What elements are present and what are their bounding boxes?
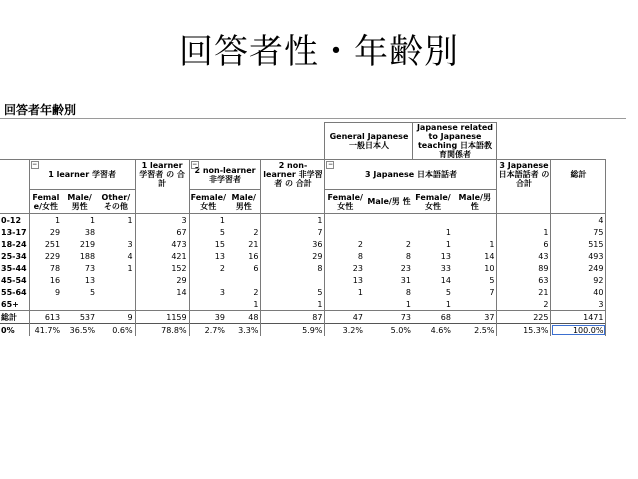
table-cell[interactable]: 4 bbox=[551, 214, 606, 227]
table-cell[interactable]: 1 bbox=[445, 239, 451, 249]
row-label: 55-64 bbox=[1, 287, 27, 297]
table-cell[interactable]: 16 bbox=[29, 274, 62, 286]
learner-total-header: 1 learner 学習者 の 合計 bbox=[135, 160, 189, 190]
table-cell[interactable]: 1 bbox=[445, 299, 451, 309]
table-cell[interactable]: 14 bbox=[440, 275, 451, 285]
table-cell[interactable] bbox=[227, 274, 261, 286]
japanese-group-header[interactable] bbox=[325, 160, 497, 190]
table-cell[interactable]: 493 bbox=[551, 250, 606, 262]
table-cell[interactable]: 87 bbox=[261, 311, 325, 324]
nonlearner-total-header: 2 non-learner 非学習者 の 合計 bbox=[261, 160, 325, 190]
table-cell[interactable]: 1 bbox=[489, 239, 495, 249]
table-cell[interactable]: 251 bbox=[29, 238, 62, 250]
table-cell[interactable]: 3 bbox=[551, 298, 606, 311]
table-cell[interactable]: 5 bbox=[489, 275, 495, 285]
age-gender-table bbox=[0, 122, 606, 336]
table-row bbox=[0, 250, 606, 262]
row-label: 0% bbox=[0, 324, 29, 337]
table-cell[interactable] bbox=[453, 214, 497, 227]
nonlearner-group-label: 2 non-learner 非学習者 bbox=[194, 165, 256, 184]
table-cell[interactable]: 1 bbox=[29, 214, 62, 227]
row-label: 13-17 bbox=[1, 227, 27, 237]
table-cell[interactable]: 3.2% bbox=[325, 324, 365, 337]
table-cell[interactable] bbox=[189, 274, 227, 286]
table-cell[interactable]: 78.8% bbox=[135, 324, 189, 337]
table-cell[interactable]: 0.6% bbox=[97, 324, 135, 337]
table-cell[interactable]: 16 bbox=[248, 251, 259, 261]
table-row bbox=[0, 298, 606, 311]
table-cell[interactable]: 73 bbox=[84, 263, 96, 273]
table-cell[interactable]: 31 bbox=[400, 275, 411, 285]
table-cell[interactable]: 219 bbox=[79, 239, 96, 249]
general-male-header: Male/男 性 bbox=[365, 190, 413, 214]
table-cell[interactable]: 4.6% bbox=[413, 324, 453, 337]
learner-female-header: Femal e/女性 bbox=[29, 190, 62, 214]
nonlearner-male-header: Male/ 男性 bbox=[227, 190, 261, 214]
table-cell[interactable]: 73 bbox=[365, 311, 413, 324]
table-cell[interactable]: 188 bbox=[79, 251, 96, 261]
table-cell[interactable] bbox=[135, 298, 189, 311]
row-label: 65+ bbox=[1, 299, 19, 309]
table-cell[interactable]: 1 bbox=[445, 227, 451, 237]
table-cell[interactable] bbox=[189, 298, 227, 311]
table-cell[interactable] bbox=[453, 298, 497, 311]
table-cell[interactable]: 5 bbox=[90, 287, 96, 297]
table-cell[interactable]: 63 bbox=[497, 274, 551, 286]
table-cell[interactable]: 37 bbox=[453, 311, 497, 324]
table-cell[interactable]: 40 bbox=[551, 286, 606, 298]
table-cell[interactable]: 5 bbox=[189, 226, 227, 238]
table-cell[interactable]: 36.5% bbox=[62, 324, 97, 337]
table-cell[interactable]: 48 bbox=[227, 311, 261, 324]
table-cell[interactable]: 3 bbox=[127, 239, 133, 249]
collapse-minus-icon[interactable]: − bbox=[192, 161, 198, 168]
table-cell[interactable] bbox=[413, 214, 453, 227]
table-cell[interactable]: 1 bbox=[261, 214, 325, 227]
table-cell[interactable]: 5.0% bbox=[365, 324, 413, 337]
teaching-female-header: Female/ 女性 bbox=[413, 190, 453, 214]
table-cell[interactable] bbox=[365, 226, 413, 238]
table-cell[interactable] bbox=[261, 274, 325, 286]
table-cell[interactable]: 39 bbox=[189, 311, 227, 324]
table-cell[interactable] bbox=[325, 214, 365, 227]
collapse-minus-icon[interactable]: − bbox=[327, 161, 333, 168]
table-cell[interactable]: 78 bbox=[29, 262, 62, 274]
general-japanese-header: General Japanese 一般日本人 bbox=[325, 123, 413, 160]
table-row bbox=[0, 311, 606, 324]
table-cell[interactable]: 229 bbox=[29, 250, 62, 262]
table-cell[interactable]: 1 bbox=[90, 215, 96, 225]
table-cell[interactable]: 13 bbox=[325, 274, 365, 286]
table-cell[interactable] bbox=[62, 298, 97, 311]
learner-male-header: Male/ 男性 bbox=[62, 190, 97, 214]
table-cell[interactable]: 1159 bbox=[135, 311, 189, 324]
slide-title: 回答者性・年齢別 bbox=[179, 32, 459, 72]
table-cell[interactable]: 537 bbox=[62, 311, 97, 324]
table-cell[interactable]: 8 bbox=[405, 251, 411, 261]
table-cell[interactable]: 36 bbox=[261, 238, 325, 250]
table-cell[interactable]: 6 bbox=[497, 238, 551, 250]
table-row bbox=[0, 226, 606, 238]
table-cell[interactable]: 421 bbox=[135, 250, 189, 262]
table-cell[interactable]: 7 bbox=[261, 226, 325, 238]
table-cell[interactable]: 92 bbox=[551, 274, 606, 286]
general-female-header: Female/ 女性 bbox=[325, 190, 365, 214]
row-label: 25-34 bbox=[1, 251, 27, 261]
table-cell[interactable] bbox=[29, 298, 62, 311]
table-cell[interactable]: 152 bbox=[135, 262, 189, 274]
row-label: 総計 bbox=[0, 311, 29, 324]
table-cell[interactable]: 1 bbox=[405, 299, 411, 309]
table-cell[interactable] bbox=[97, 226, 135, 238]
table-row bbox=[0, 286, 606, 298]
table-cell[interactable]: 100.0% bbox=[551, 324, 606, 337]
table-cell[interactable]: 33 bbox=[440, 263, 451, 273]
table-cell[interactable]: 13 bbox=[440, 251, 451, 261]
table-cell[interactable]: 249 bbox=[551, 262, 606, 274]
table-row bbox=[0, 324, 606, 337]
learner-other-header: Other/ その他 bbox=[97, 190, 135, 214]
table-cell[interactable]: 13 bbox=[189, 250, 227, 262]
table-cell[interactable]: 8 bbox=[325, 250, 365, 262]
table-cell[interactable]: 3 bbox=[135, 214, 189, 227]
table-cell[interactable]: 9 bbox=[29, 286, 62, 298]
row-label: 45-54 bbox=[1, 275, 27, 285]
table-cell[interactable]: 2 bbox=[497, 298, 551, 311]
table-cell[interactable]: 6 bbox=[253, 263, 259, 273]
table-cell[interactable] bbox=[453, 226, 497, 238]
table-cell[interactable]: 14 bbox=[484, 251, 495, 261]
table-cell[interactable] bbox=[97, 286, 135, 298]
japanese-total-header: 3 Japanese 日本語話者 の合計 bbox=[498, 161, 550, 189]
table-cell[interactable]: 1 bbox=[127, 215, 133, 225]
table-cell[interactable]: 29 bbox=[135, 274, 189, 286]
corner-cell bbox=[0, 123, 29, 160]
table-cell[interactable]: 4 bbox=[127, 251, 133, 261]
table-row bbox=[0, 214, 606, 227]
table-cell[interactable] bbox=[97, 298, 135, 311]
table-cell[interactable]: 21 bbox=[248, 239, 259, 249]
table-cell[interactable]: 1 bbox=[497, 226, 551, 238]
table-cell[interactable]: 23 bbox=[325, 262, 365, 274]
nonlearner-female-header: Female/ 女性 bbox=[189, 190, 227, 214]
table-cell[interactable]: 1471 bbox=[551, 311, 606, 324]
table-cell[interactable]: 1 bbox=[325, 286, 365, 298]
table-cell[interactable]: 75 bbox=[551, 226, 606, 238]
table-cell[interactable]: 1 bbox=[189, 214, 227, 227]
row-label: 18-24 bbox=[1, 239, 27, 249]
table-cell[interactable]: 5 bbox=[261, 286, 325, 298]
grand-total-header: 総計 bbox=[551, 160, 606, 190]
table-cell[interactable]: 47 bbox=[325, 311, 365, 324]
table-cell[interactable]: 2.5% bbox=[453, 324, 497, 337]
table-cell[interactable]: 2 bbox=[253, 227, 259, 237]
table-cell[interactable]: 38 bbox=[84, 227, 96, 237]
table-cell[interactable]: 1 bbox=[253, 299, 259, 309]
table-cell[interactable] bbox=[365, 214, 413, 227]
table-cell[interactable]: 8 bbox=[261, 262, 325, 274]
table-cell[interactable]: 613 bbox=[29, 311, 62, 324]
teaching-male-header: Male/男 性 bbox=[453, 190, 497, 214]
table-cell[interactable]: 515 bbox=[551, 238, 606, 250]
table-cell[interactable]: 3.3% bbox=[227, 324, 261, 337]
table-row bbox=[0, 262, 606, 274]
learner-group-header[interactable] bbox=[29, 160, 135, 190]
table-cell[interactable]: 10 bbox=[484, 263, 495, 273]
title-divider bbox=[0, 118, 626, 119]
table-cell[interactable] bbox=[497, 214, 551, 227]
table-cell[interactable]: 2 bbox=[253, 287, 259, 297]
table-cell[interactable] bbox=[325, 298, 365, 311]
collapse-minus-icon[interactable]: − bbox=[32, 161, 38, 168]
table-cell[interactable]: 7 bbox=[489, 287, 495, 297]
table-cell[interactable]: 89 bbox=[497, 262, 551, 274]
table-cell[interactable]: 5 bbox=[445, 287, 451, 297]
table-cell[interactable]: 9 bbox=[97, 311, 135, 324]
table-title: 回答者年齢別 bbox=[4, 103, 77, 117]
japanese-teaching-header: Japanese related to Japanese teaching 日本語教育関係者 bbox=[413, 123, 497, 160]
table-cell[interactable]: 15.3% bbox=[497, 324, 551, 337]
table-cell[interactable]: 67 bbox=[135, 226, 189, 238]
table-cell[interactable]: 68 bbox=[413, 311, 453, 324]
table-cell[interactable]: 41.7% bbox=[29, 324, 62, 337]
nonlearner-group-header[interactable] bbox=[189, 160, 261, 190]
table-cell[interactable]: 43 bbox=[497, 250, 551, 262]
table-cell[interactable]: 3 bbox=[189, 286, 227, 298]
table-cell[interactable]: 23 bbox=[400, 263, 411, 273]
table-cell[interactable]: 2 bbox=[405, 239, 411, 249]
table-row bbox=[0, 238, 606, 250]
table-cell[interactable]: 2 bbox=[189, 262, 227, 274]
row-label: 35-44 bbox=[1, 263, 27, 273]
table-cell[interactable] bbox=[97, 274, 135, 286]
learner-group-label: 1 learner 学習者 bbox=[48, 170, 116, 179]
table-cell[interactable]: 2 bbox=[325, 238, 365, 250]
table-cell[interactable] bbox=[325, 226, 365, 238]
table-cell[interactable]: 225 bbox=[497, 311, 551, 324]
table-row bbox=[0, 274, 606, 286]
table-cell[interactable]: 29 bbox=[29, 226, 62, 238]
table-cell[interactable] bbox=[227, 214, 261, 227]
table-cell[interactable]: 2.7% bbox=[189, 324, 227, 337]
table-cell[interactable]: 15 bbox=[189, 238, 227, 250]
table-cell[interactable]: 29 bbox=[261, 250, 325, 262]
table-cell[interactable]: 5.9% bbox=[261, 324, 325, 337]
table-cell[interactable]: 1 bbox=[261, 298, 325, 311]
table-cell[interactable]: 473 bbox=[135, 238, 189, 250]
table-cell[interactable]: 1 bbox=[127, 263, 133, 273]
row-label: 0-12 bbox=[1, 215, 22, 225]
table-cell[interactable]: 8 bbox=[405, 287, 411, 297]
table-cell[interactable]: 21 bbox=[497, 286, 551, 298]
table-cell[interactable]: 14 bbox=[135, 286, 189, 298]
japanese-group-label: 3 Japanese 日本語話者 bbox=[365, 170, 457, 179]
table-cell[interactable]: 13 bbox=[84, 275, 96, 285]
